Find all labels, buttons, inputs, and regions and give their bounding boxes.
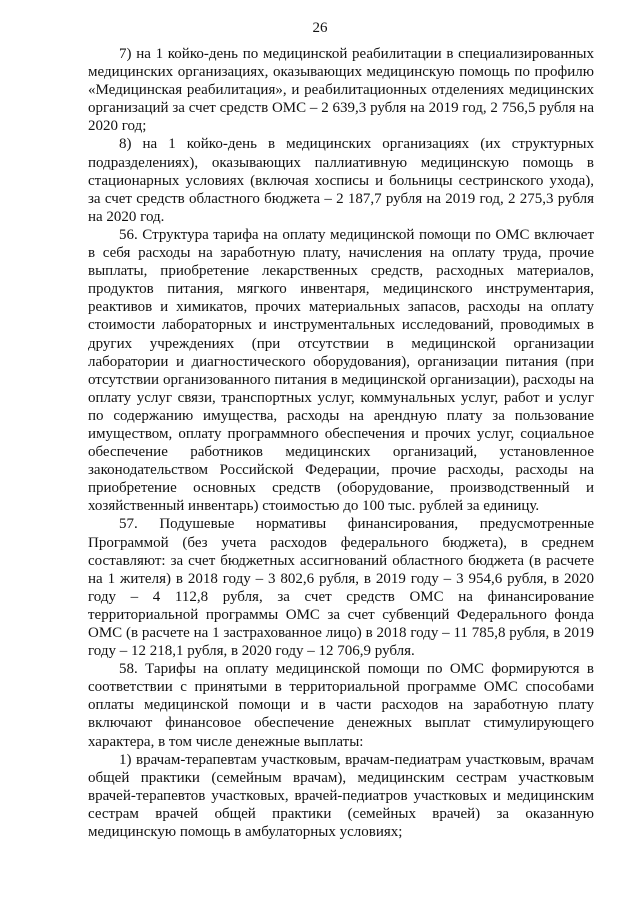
page-number: 26	[312, 20, 328, 36]
paragraph-56: 56. Структура тарифа на оплату медицинской помощи по ОМС включает в себя расходы на заработную плату, начисления на оплату труда, прочие выплаты, приобретение лекарственных средств, расходных материалов, продуктов питания, мягкого инвентаря, медицинского инструментария, реактивов и химикатов, прочих материальных запасов, расходы на оплату стоимости лабораторных и инструментальных исследований, проводимых в других учреждениях (при отсутствии в медицинской организации лаборатории и диагностического оборудования), организации питания (при отсутствии организованного питания в медицинской организации), расходы на оплату услуг связи, транспортных услуг, коммунальных услуг, работ и услуг по содержанию имущества, расходы на арендную плату за пользование имуществом, оплату программного обеспечения и прочих услуг, социальное обеспечение работников медицинских организаций, установленное законодательством Российской Федерации, прочие расходы, расходы на приобретение основных средств (оборудование, производственный и хозяйственный инвентарь) стоимостью до 100 тыс. рублей за единицу.	[88, 226, 594, 515]
document-body	[88, 45, 594, 841]
paragraph-item-8: 8) на 1 койко-день в медицинских организациях (их структурных подразделениях), оказывающих паллиативную медицинскую помощь в стационарных условиях (включая хосписы и больницы сестринского ухода), за счет средств областного бюджета – 2 187,7 рубля на 2019 год, 2 275,3 рубля на 2020 год.	[88, 136, 594, 225]
paragraph-57: 57. Подушевые нормативы финансирования, предусмотренные Программой (без учета расходов федерального бюджета), в среднем составляют: за счет бюджетных ассигнований областного бюджета (в расчете на 1 жителя) в 2018 году – 3 802,6 рубля, в 2019 году – 3 954,6 рубля, в 2020 году – 4 112,8 рубля, за счет средств ОМС на финансирование территориальной программы ОМС за счет субвенций Федерального фонда ОМС (в расчете на 1 застрахованное лицо) в 2018 году – 11 785,8 рубля, в 2019 году – 12 218,1 рубля, в 2020 году – 12 706,9 рубля.	[88, 516, 594, 660]
paragraph-58-item-1: 1) врачам-терапевтам участковым, врачам-педиатрам участковым, врачам общей практики (семейным врачам), медицинским сестрам участковым врачей-терапевтов участковых, врачей-педиатров участковых и медицинским сестрам врачей общей практики (семейных врачей) за оказанную медицинскую помощь в амбулаторных условиях;	[88, 751, 594, 841]
paragraph-58: 58. Тарифы на оплату медицинской помощи по ОМС формируются в соответствии с принятыми в территориальной программе ОМС способами оплаты медицинской помощи и в части расходов на заработную плату включают финансовое обеспечение денежных выплат стимулирующего характера, в том числе денежные выплаты:	[88, 661, 594, 750]
paragraph-item-7: 7) на 1 койко-день по медицинской реабилитации в специализированных медицинских организациях, оказывающих медицинскую помощь по профилю «Медицинская реабилитация», и реабилитационных отделениях медицинских организаций за счет средств ОМС – 2 639,3 рубля на 2019 год, 2 756,5 рубля на 2020 год;	[88, 46, 594, 135]
